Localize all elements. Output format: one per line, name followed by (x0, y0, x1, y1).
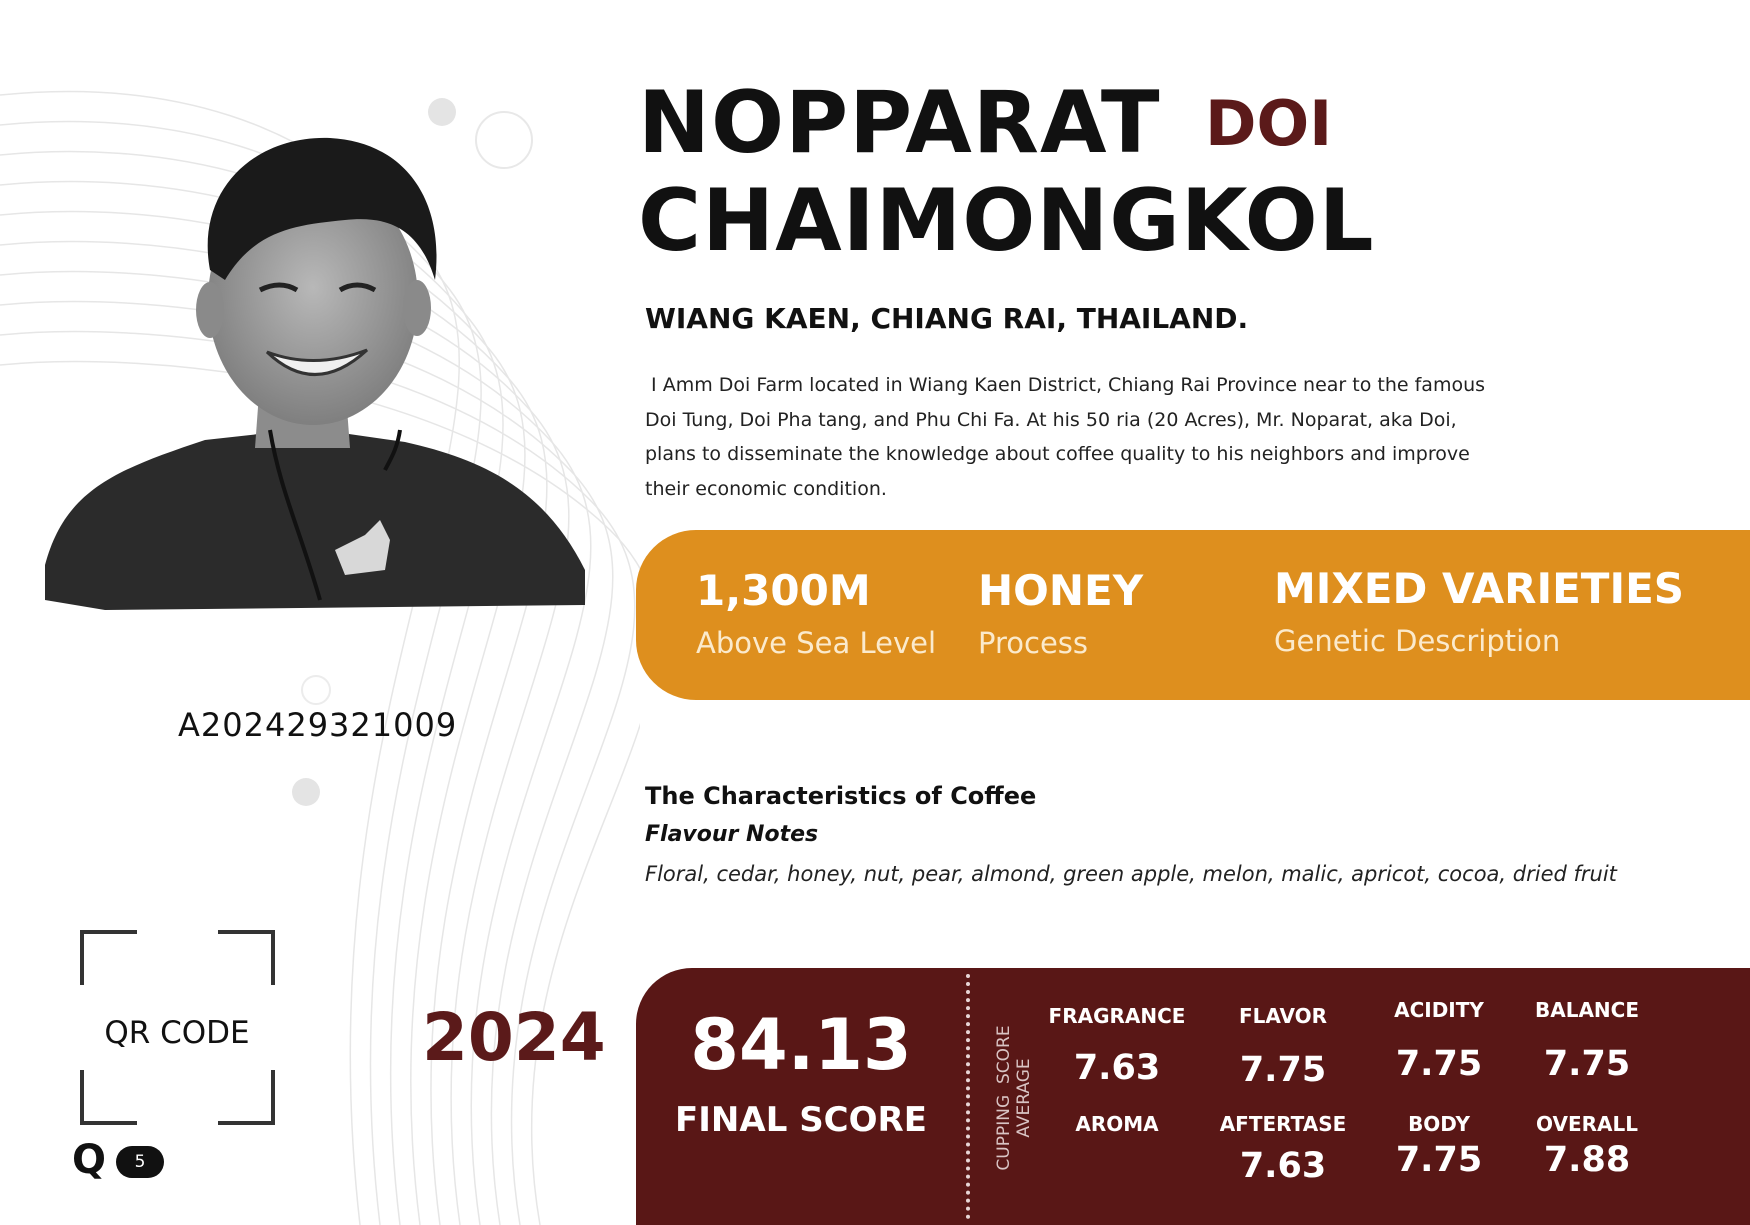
stats-band (636, 530, 1750, 700)
balance-value: 7.75 (1543, 1044, 1631, 1084)
final-score-label: FINAL SCORE (675, 1100, 927, 1140)
body-label: BODY (1408, 1112, 1470, 1136)
flavour-notes: Floral, cedar, honey, nut, pear, almond, green apple, melon, malic, apricot, cocoa, dried fruit (645, 862, 1617, 886)
fragrance-label: FRAGRANCE (1048, 1004, 1186, 1028)
body-value: 7.75 (1395, 1140, 1483, 1180)
aftertase-value: 7.63 (1239, 1146, 1327, 1186)
overall-value: 7.88 (1543, 1140, 1631, 1180)
final-score-value: 84.13 (690, 1004, 912, 1086)
characteristics-title: The Characteristics of Coffee (645, 782, 1037, 810)
fragrance-value: 7.63 (1073, 1048, 1161, 1088)
product-code: A202429321009 (178, 706, 458, 744)
flavor-value: 7.75 (1239, 1050, 1327, 1090)
acidity-label: ACIDITY (1394, 998, 1484, 1022)
acidity-value: 7.75 (1395, 1044, 1483, 1084)
farm-location: WIANG KAEN, CHIANG RAI, THAILAND. (645, 302, 1249, 335)
altitude-label: Above Sea Level (696, 626, 937, 660)
flavour-notes-heading: Flavour Notes (645, 822, 819, 847)
aftertase-label: AFTERTASE (1219, 1112, 1347, 1136)
farm-description: I Amm Doi Farm located in Wiang Kaen District, Chiang Rai Province near to the famous Doi Tung, Doi Pha tang, and Phu Chi Fa. At his 50 ria (20 Acres), Mr. Noparat, aka Doi, plans to disseminate the knowledge about coffee quality to his neighbors and improve their economic condition. (645, 374, 1486, 500)
decor-ring (302, 676, 330, 704)
variety-value: MIXED VARIETIES (1274, 564, 1685, 613)
score-panel: 84.13 FINAL SCORE CUPPING SCORE AVERAGE FRAGRANCE FLAVOR ACIDITY BALANCE 7.63 7.75 7.75 7.75 AROMA AFTERTASE BODY OVERALL 7.63 7.75 7.88 (636, 968, 1750, 1225)
decor-dot (428, 98, 456, 126)
variety-label: Genetic Description (1274, 624, 1561, 658)
overall-label: OVERALL (1536, 1112, 1638, 1136)
decor-dot (292, 778, 320, 806)
process-value: HONEY (978, 566, 1144, 615)
balance-label: BALANCE (1534, 998, 1640, 1022)
score-divider (966, 974, 970, 1219)
q-badge: 5 (116, 1146, 164, 1178)
altitude-value: 1,300M (696, 566, 871, 615)
process-label: Process (978, 626, 1089, 660)
flavor-label: FLAVOR (1238, 1004, 1328, 1028)
farmer-first-name: NOPPARAT (638, 73, 1161, 173)
qr-code-placeholder[interactable]: QR CODE (104, 1015, 250, 1051)
q-logo-icon: Q (72, 1137, 107, 1183)
farmer-last-name: CHAIMONGKOL (638, 171, 1375, 271)
portrait-photo (45, 130, 585, 610)
aroma-label: AROMA (1075, 1112, 1159, 1136)
harvest-year: 2024 (422, 999, 606, 1076)
farmer-nickname: DOI (1205, 87, 1333, 160)
